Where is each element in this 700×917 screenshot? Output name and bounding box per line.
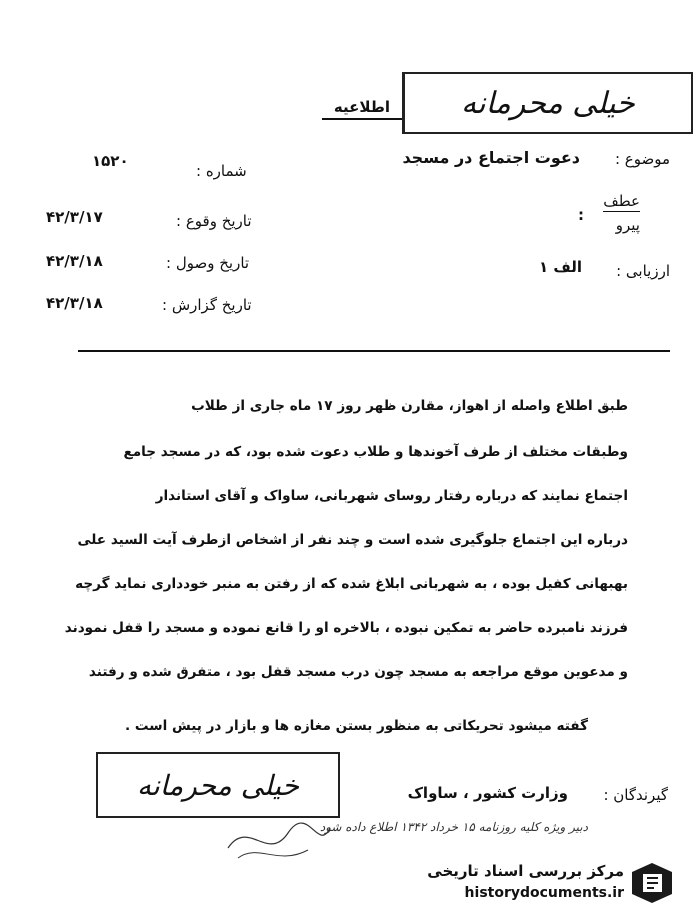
receipt-label: تاریخ وصول : <box>166 254 250 272</box>
evaluation-label: ارزیابی : <box>616 262 670 280</box>
archive-name: مرکز بررسی اسناد تاریخی <box>427 862 624 880</box>
body-line: درباره این اجتماع جلوگیری شده است و چند نفر از اشخاص ازطرف آیت السید علی <box>77 532 628 548</box>
header-divider <box>78 350 670 352</box>
handwritten-note: دبیر ویژه کلیه روزنامه ۱۵ خرداد ۱۳۴۲ اطلاع داده شود <box>319 820 588 834</box>
evaluation-value: الف ۱ <box>538 258 582 276</box>
stamp-top-text: خیلی محرمانه <box>461 85 635 121</box>
confidential-stamp-top <box>402 72 693 134</box>
body-line: طبق اطلاع واصله از اهواز، مقارن ظهر روز ۱۷ ماه جاری از طلاب <box>191 398 628 414</box>
signature-scribble <box>218 808 338 868</box>
subject-label: موضوع : <box>614 150 670 168</box>
occurrence-value: ۴۲/۳/۱۷ <box>46 208 103 226</box>
body-line: وطبقات مختلف از طرف آخوندها و طلاب دعوت شده بود، که در مسجد جامع <box>123 444 628 460</box>
report-value: ۴۲/۳/۱۸ <box>46 294 103 312</box>
notice-title: اطلاعیه <box>322 98 402 120</box>
recipients-value: وزارت کشور ، ساواک <box>407 784 568 802</box>
archive-logo-icon <box>628 860 676 906</box>
body-line: و مدعوین موقع مراجعه به مسجد چون درب مسجد قفل بود ، متفرق شده و رفتند <box>88 664 628 680</box>
subject-value: دعوت اجتماع در مسجد <box>402 148 580 167</box>
followup-label: پیرو <box>615 216 640 234</box>
stamp-bottom-text: خیلی محرمانه <box>136 768 300 802</box>
receipt-value: ۴۲/۳/۱۸ <box>46 252 103 270</box>
number-value: ۱۵۲۰ <box>92 152 129 170</box>
reference-label: عطف <box>603 192 640 210</box>
body-line: گفته میشود تحریکاتی به منظور بستن مغازه ها و بازار در پیش است . <box>124 718 588 734</box>
archive-url[interactable]: historydocuments.ir <box>464 885 624 901</box>
body-line: فرزند نامبرده حاضر به تمکین نبوده ، بالاخره او را قانع نموده و مسجد را قفل نمودند <box>64 620 628 636</box>
occurrence-label: تاریخ وقوع : <box>176 212 252 230</box>
recipients-label: گیرندگان : <box>603 786 668 804</box>
body-line: بهبهانی کفیل بوده ، به شهربانی ابلاغ شده که از رفتن به منبر خودداری نماید گرچه <box>75 576 628 592</box>
number-label: شماره : <box>196 162 247 180</box>
reference-colon: : <box>578 206 584 224</box>
report-label: تاریخ گزارش : <box>162 296 252 314</box>
body-line: اجتماع نمایند که درباره رفتار روسای شهربانی، ساواک و آقای استاندار <box>155 488 628 504</box>
